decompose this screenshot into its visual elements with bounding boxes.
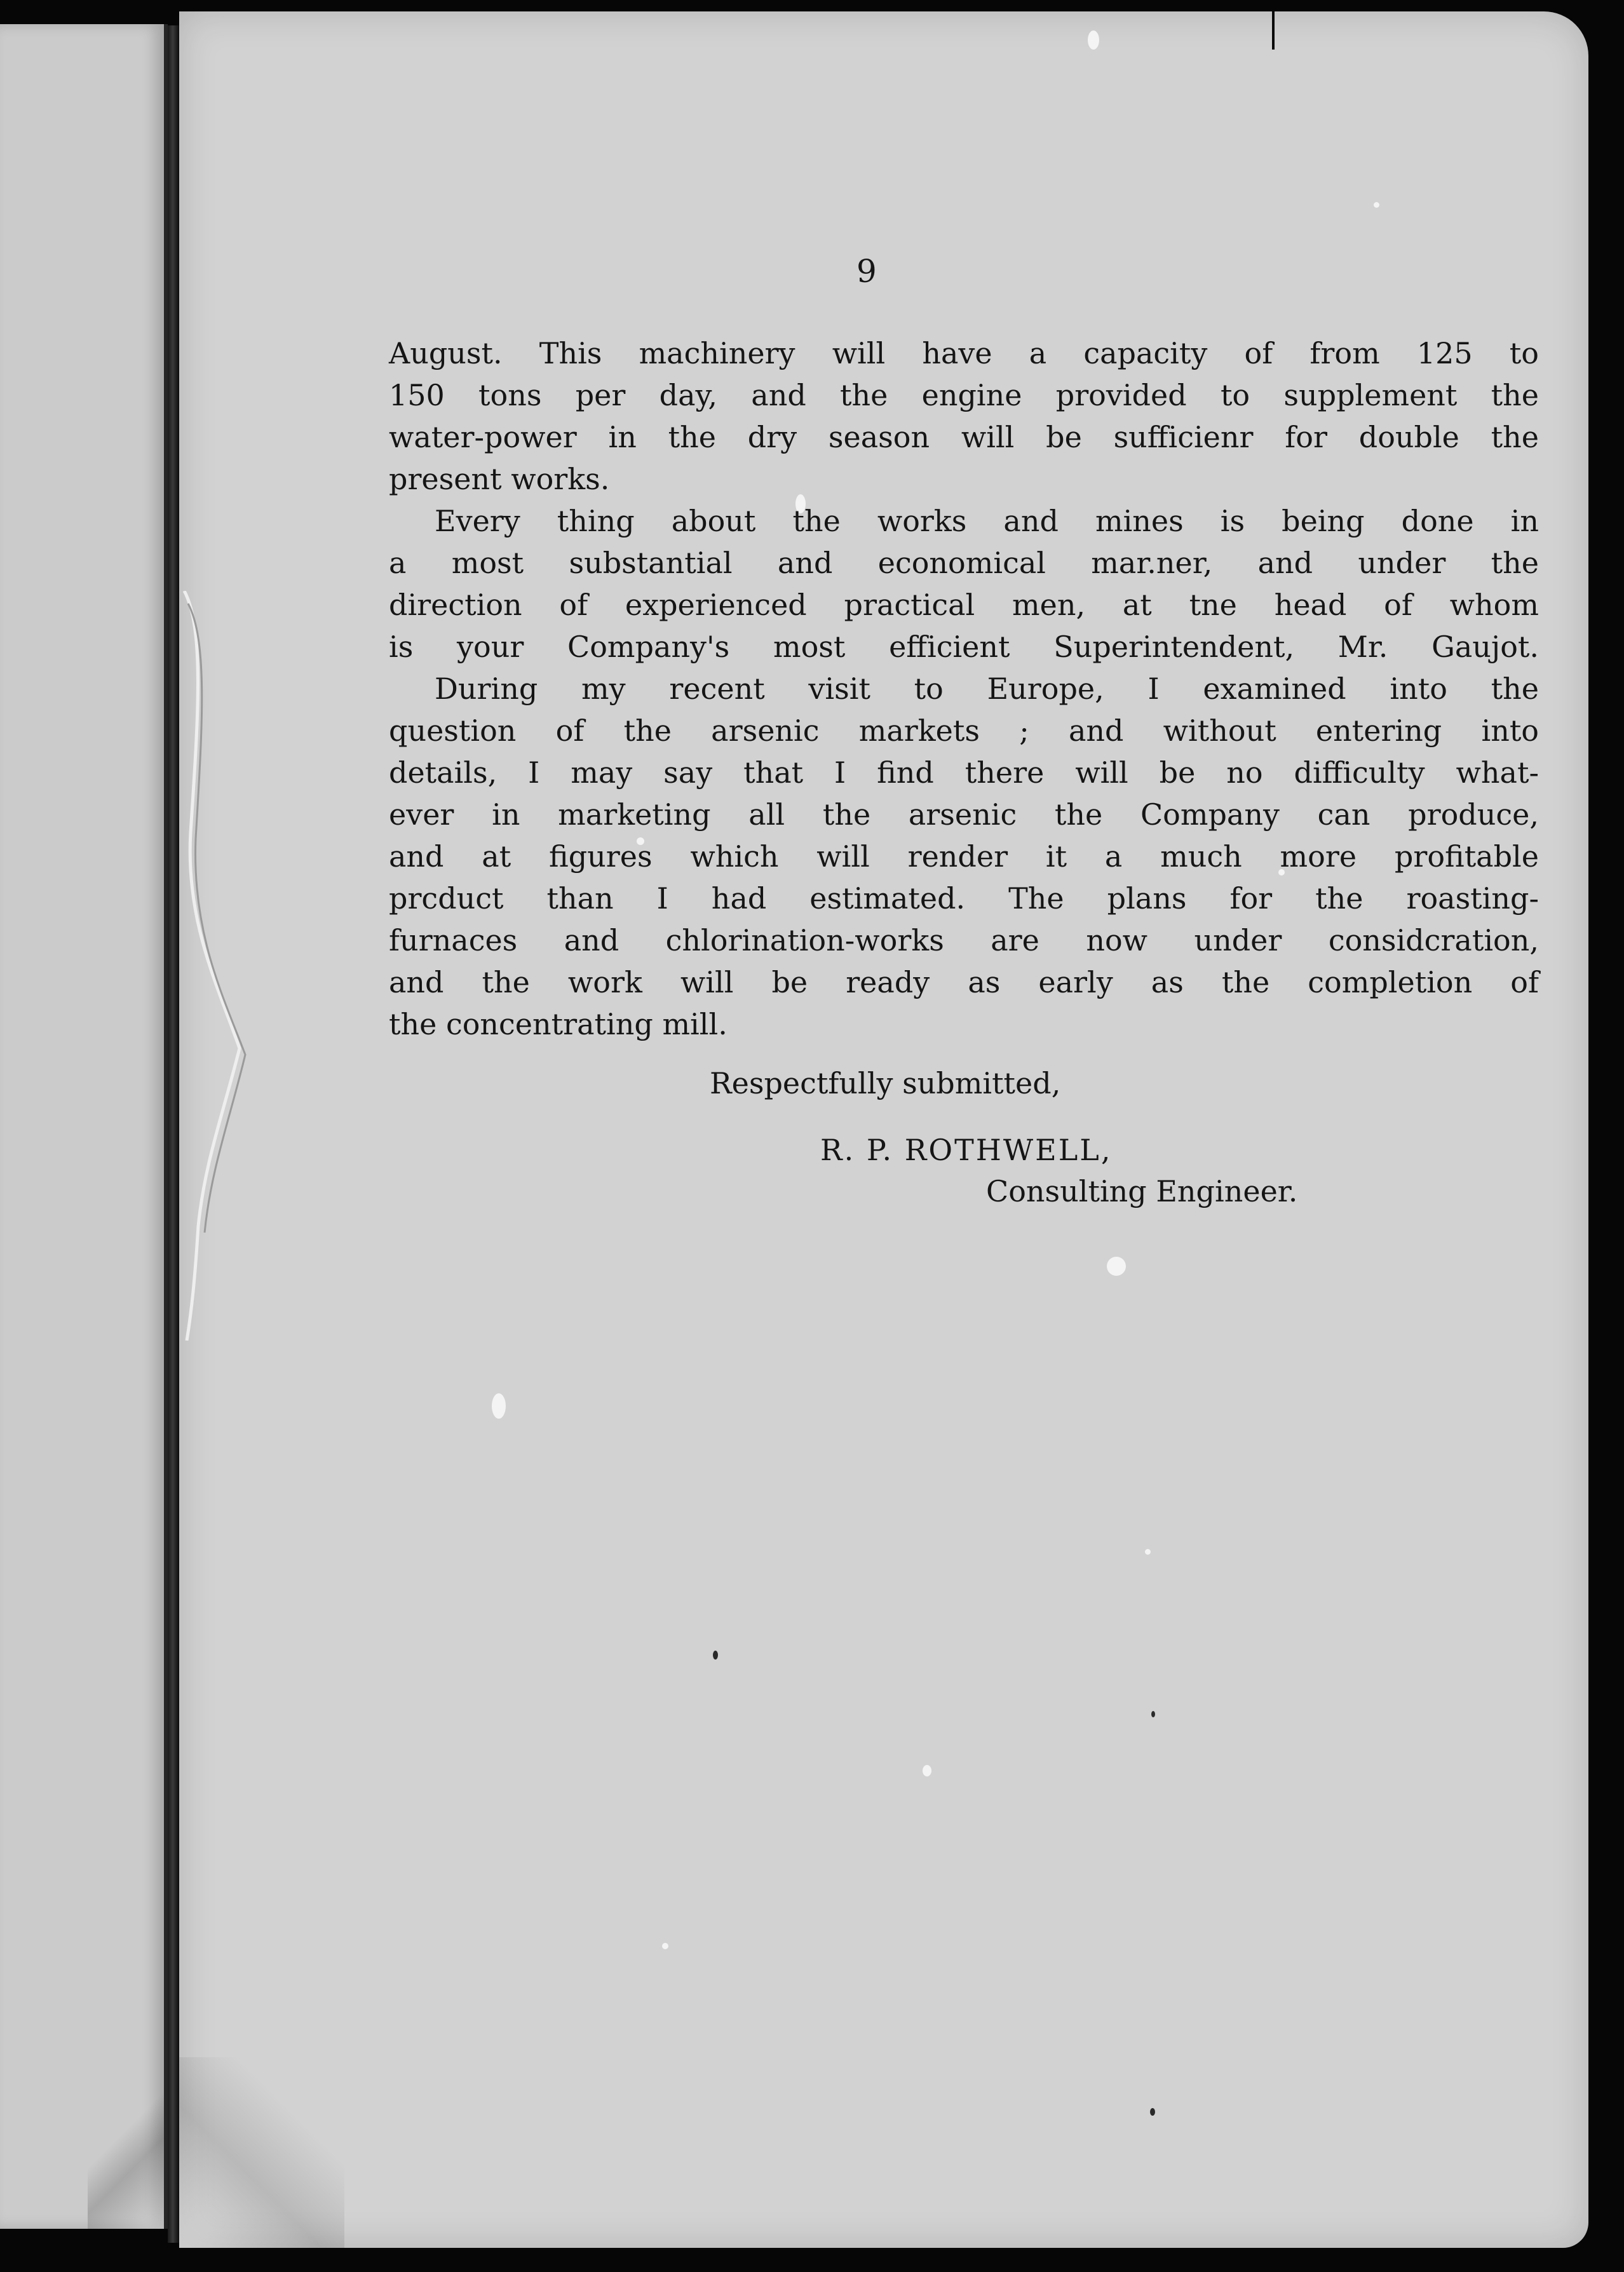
text-line: and at figures which will render it a much more profitable [389,839,1539,874]
paper-speck [492,1393,506,1419]
text-line: question of the arsenic markets ; and without entering into [389,713,1539,748]
text-line: August. This machinery will have a capacity of from 125 to [389,336,1539,370]
text-line: furnaces and chlorination-works are now under considcration, [389,923,1539,957]
text-line: During my recent visit to Europe, I examined into the [435,672,1539,706]
text-line: Every thing about the works and mines is being done in [435,504,1539,538]
text-line: 150 tons per day, and the engine provided to supplement the [389,378,1539,412]
text-line: a most substantial and economical mar.ner, and under the [389,546,1539,580]
text-line: details, I may say that I find there will be no difficulty what- [389,755,1539,790]
ink-speck [1151,1711,1155,1717]
paper-speck [1374,202,1379,208]
signer-name: R. P. ROTHWELL, [820,1133,1113,1167]
page-number: 9 [856,253,877,290]
page-fold [88,2076,164,2229]
text-line: present works. [389,462,610,496]
paper-speck [923,1765,931,1776]
paper-speck [1145,1549,1151,1555]
page-tear [1272,11,1275,50]
text-line: prcduct than I had estimated. The plans for the roasting- [389,881,1539,916]
binding-thread [179,591,255,1341]
text-line: is your Company's most efficient Superintendent, Mr. Gaujot. [389,630,1539,664]
document-page [179,11,1588,2248]
text-line: and the work will be ready as early as the completion of [389,965,1539,999]
text-line: direction of experienced practical men, at tne head of whom [389,588,1539,622]
text-line: the concentrating mill. [389,1007,727,1041]
paper-speck [1088,30,1099,50]
page-corner-fold [179,2057,344,2248]
signer-title: Consulting Engineer. [986,1174,1298,1208]
body-text [389,332,1539,1045]
paper-speck [662,1943,668,1949]
previous-page-edge [0,24,168,2229]
paragraph [389,668,1539,1045]
paragraph [389,500,1539,668]
closing-salutation: Respectfully submitted, [710,1066,1061,1100]
text-line: water-power in the dry season will be sufficienr for double the [389,420,1539,454]
paper-speck [1107,1257,1126,1276]
binding-gutter [168,25,179,2243]
text-line: ever in marketing all the arsenic the Company can produce, [389,797,1539,832]
ink-speck [713,1651,718,1660]
paragraph [389,332,1539,500]
ink-speck [1150,2108,1155,2116]
